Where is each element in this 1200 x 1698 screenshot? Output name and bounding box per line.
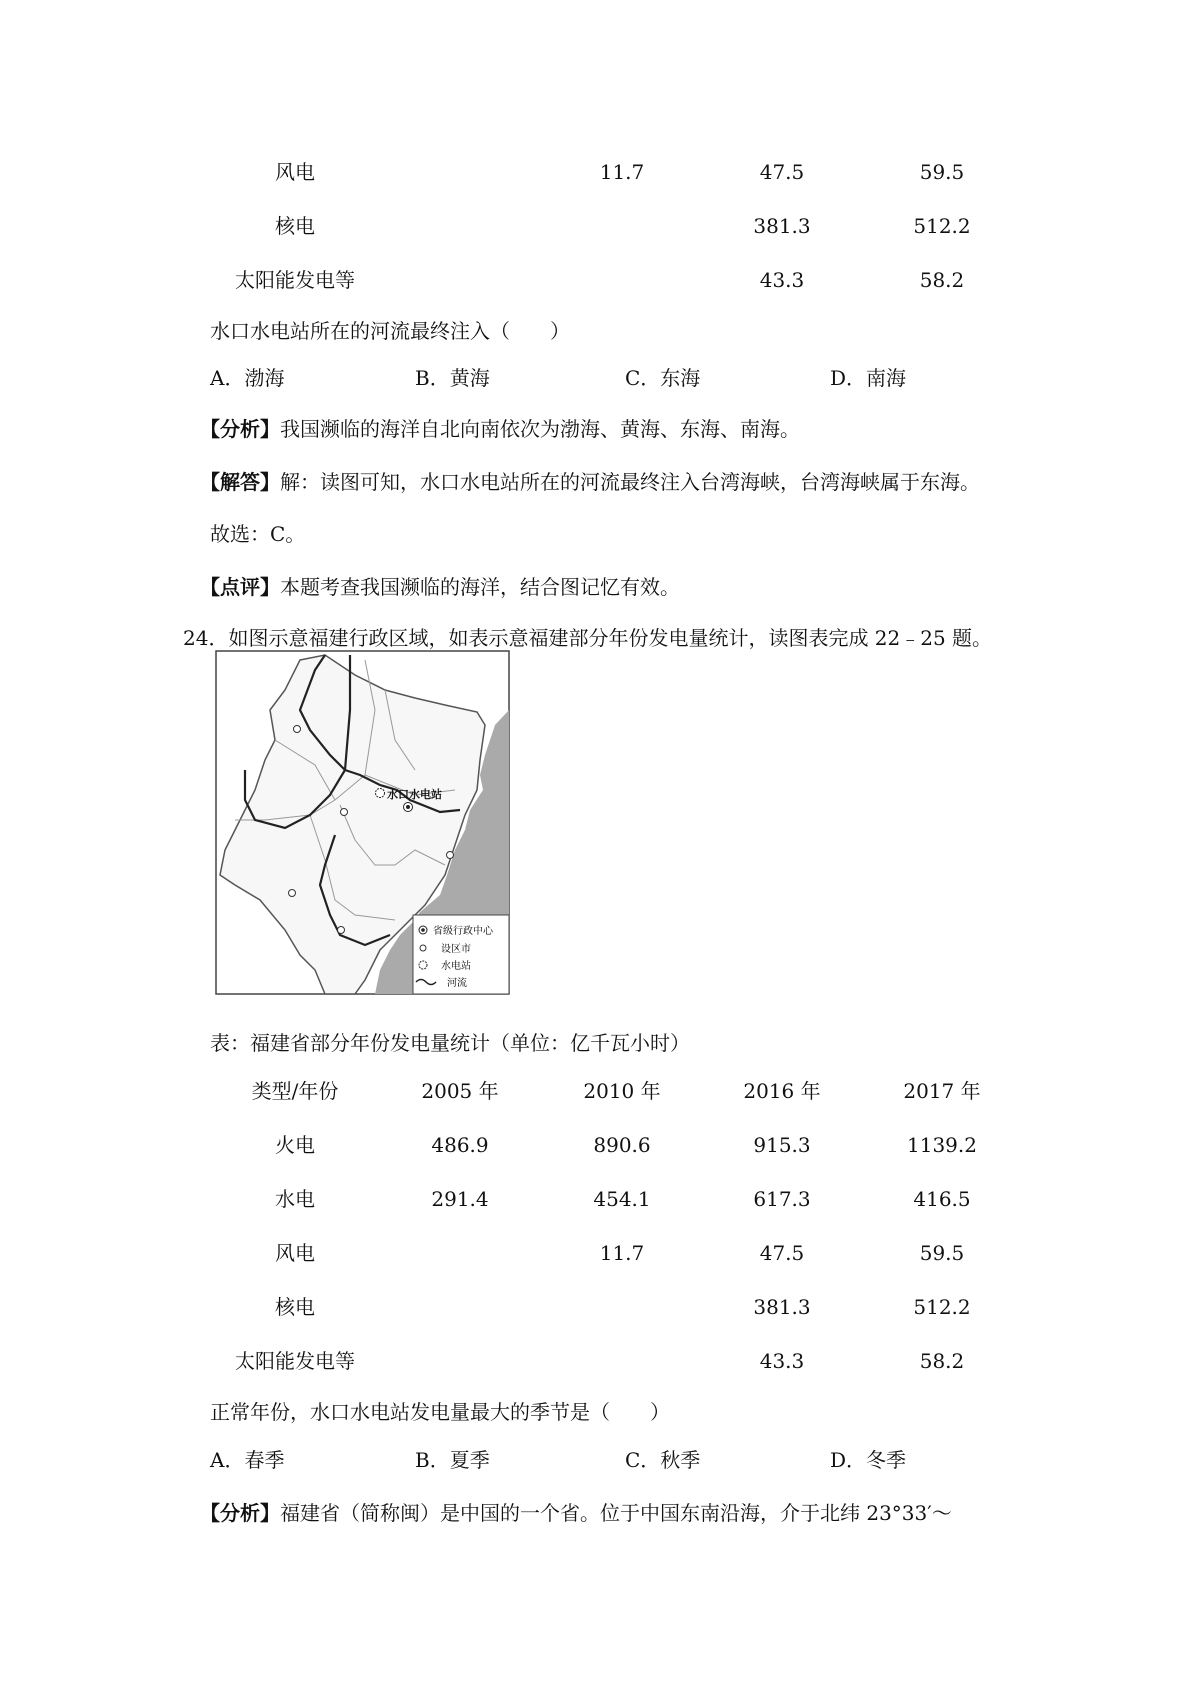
cell: 291.4 <box>431 1187 489 1211</box>
answer-tag: 【解答】 <box>200 470 280 494</box>
header-cell: 2010 年 <box>583 1079 661 1103</box>
cell: 11.7 <box>599 1241 645 1265</box>
option-c: C．东海 <box>625 366 701 390</box>
analysis-text: 福建省（简称闽）是中国的一个省。位于中国东南沿海，介于北纬 23°33′～ <box>280 1501 952 1525</box>
hydropower-station-icon <box>376 789 385 798</box>
legend-river: 河流 <box>447 978 467 989</box>
option-a: A．渤海 <box>210 366 285 390</box>
analysis <box>200 1501 952 1525</box>
cell: 915.3 <box>753 1133 811 1157</box>
fujian-map <box>215 650 510 995</box>
cell: 512.2 <box>913 214 971 238</box>
option-a: A．春季 <box>210 1448 285 1472</box>
legend-city: 设区市 <box>441 944 471 955</box>
cell: 890.6 <box>593 1133 651 1157</box>
legend-provincial-capital: 省级行政中心 <box>433 926 493 937</box>
cell: 512.2 <box>913 1295 971 1319</box>
comment-text: 本题考查我国濒临的海洋，结合图记忆有效。 <box>280 575 680 599</box>
question-text: 水口水电站所在的河流最终注入（ ） <box>210 319 570 343</box>
cell: 486.9 <box>431 1133 489 1157</box>
station-label: 水口水电站 <box>387 788 442 801</box>
analysis-tag: 【分析】 <box>200 1501 280 1525</box>
cell: 416.5 <box>913 1187 971 1211</box>
option-b: B．夏季 <box>415 1448 490 1472</box>
option-c: C．秋季 <box>625 1448 701 1472</box>
choice: 故选：C。 <box>210 522 306 546</box>
cell: 59.5 <box>919 1241 965 1265</box>
analysis <box>200 417 800 441</box>
cell: 454.1 <box>593 1187 651 1211</box>
option-b: B．黄海 <box>415 366 490 390</box>
cell: 58.2 <box>919 268 965 292</box>
question-text: 正常年份，水口水电站发电量最大的季节是（ ） <box>210 1400 670 1424</box>
cell: 47.5 <box>759 1241 805 1265</box>
cell: 381.3 <box>753 214 811 238</box>
option-d: D．南海 <box>830 366 907 390</box>
analysis-tag: 【分析】 <box>200 417 280 441</box>
header-cell: 2005 年 <box>421 1079 499 1103</box>
comment <box>200 575 680 599</box>
cell-type: 核电 <box>275 214 315 238</box>
header-cell: 类型/年份 <box>251 1079 339 1103</box>
cell-type: 核电 <box>275 1295 315 1319</box>
cell: 381.3 <box>753 1295 811 1319</box>
header-cell: 2016 年 <box>743 1079 821 1103</box>
cell-type: 风电 <box>275 160 315 184</box>
cell-type: 火电 <box>275 1133 315 1157</box>
cell: 43.3 <box>759 1349 805 1373</box>
cell-type: 太阳能发电等 <box>235 268 355 292</box>
cell: 43.3 <box>759 268 805 292</box>
analysis-text: 我国濒临的海洋自北向南依次为渤海、黄海、东海、南海。 <box>280 417 800 441</box>
cell: 1139.2 <box>907 1133 977 1157</box>
cell: 11.7 <box>599 160 645 184</box>
answer-text: 解：读图可知，水口水电站所在的河流最终注入台湾海峡，台湾海峡属于东海。 <box>280 470 980 494</box>
header-cell: 2017 年 <box>903 1079 981 1103</box>
cell: 47.5 <box>759 160 805 184</box>
cell: 58.2 <box>919 1349 965 1373</box>
cell-type: 风电 <box>275 1241 315 1265</box>
answer <box>200 470 980 494</box>
comment-tag: 【点评】 <box>200 575 280 599</box>
cell: 617.3 <box>753 1187 811 1211</box>
cell-type: 水电 <box>275 1187 315 1211</box>
cell-type: 太阳能发电等 <box>235 1349 355 1373</box>
table-caption: 表：福建省部分年份发电量统计（单位：亿千瓦小时） <box>210 1031 690 1055</box>
cell: 59.5 <box>919 160 965 184</box>
question-intro: 24．如图示意福建行政区域，如表示意福建部分年份发电量统计，读图表完成 22﹣25 题。 <box>183 626 993 650</box>
option-d: D．冬季 <box>830 1448 907 1472</box>
legend-hydropower: 水电站 <box>441 961 471 972</box>
